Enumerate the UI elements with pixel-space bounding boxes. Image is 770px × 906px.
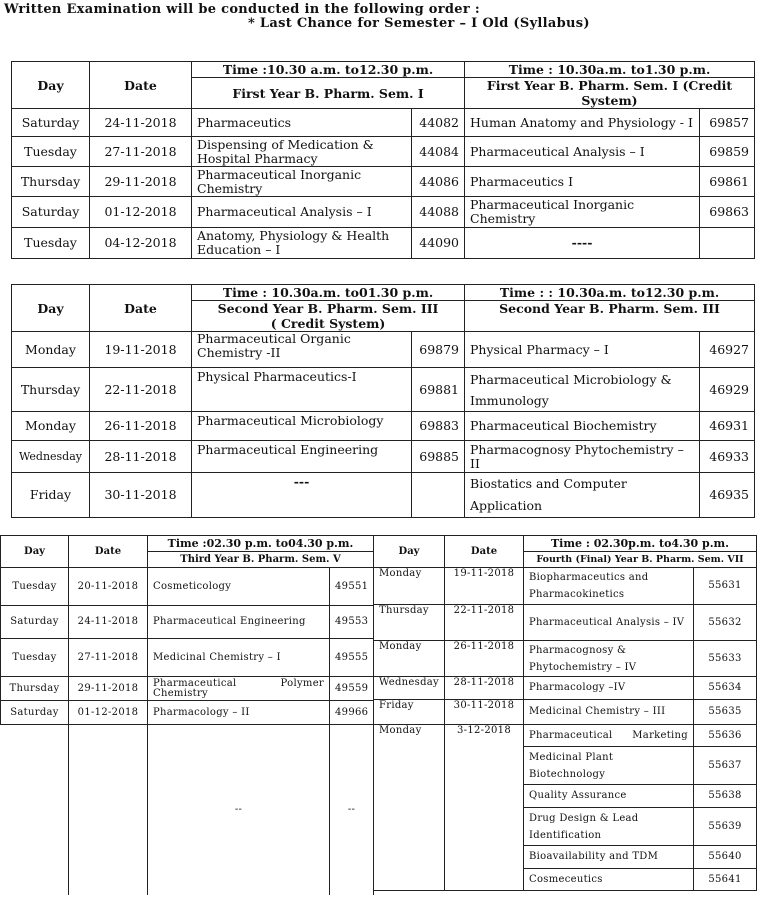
table-row: [374, 725, 757, 747]
date-cell: 22-11-2018: [90, 368, 192, 412]
subject-cell: Quality Assurance: [524, 785, 694, 808]
table-row: [12, 412, 755, 441]
code-cell: [700, 228, 755, 259]
code-cell: 49551: [330, 568, 374, 606]
date-cell: 01-12-2018: [90, 197, 192, 228]
day-cell: Saturday: [12, 109, 90, 137]
code-cell: --: [330, 725, 374, 895]
table-row: [374, 568, 757, 605]
day-cell: Friday: [374, 700, 445, 725]
code-cell: 46935: [700, 473, 755, 518]
time-header: Time : 10.30a.m. to01.30 p.m.: [192, 285, 465, 301]
section-title: Fourth (Final) Year B. Pharm. Sem. VII: [524, 552, 757, 568]
subject-cell: Pharmaceutical Inorganic Chemistry: [192, 167, 412, 197]
day-cell: Saturday: [1, 606, 69, 639]
table-row: [12, 167, 755, 197]
empty-cell: [1, 725, 69, 895]
day-cell: Monday: [374, 641, 445, 677]
time-header: Time : 02.30p.m. to4.30 p.m.: [524, 536, 757, 552]
subject-cell: Medicinal Chemistry – I: [148, 639, 330, 677]
date-cell: 29-11-2018: [69, 677, 148, 701]
code-cell: 46931: [700, 412, 755, 441]
col-header-day: Day: [374, 536, 445, 568]
table-row: [1, 606, 374, 639]
date-cell: 28-11-2018: [445, 677, 524, 700]
table-row: [12, 137, 755, 167]
code-cell: 49966: [330, 701, 374, 725]
date-cell: 3-12-2018: [445, 725, 524, 891]
code-cell: 69879: [412, 332, 465, 368]
day-cell: Tuesday: [1, 639, 69, 677]
date-cell: 24-11-2018: [90, 109, 192, 137]
col-header-date: Date: [445, 536, 524, 568]
subject-cell: Physical Pharmaceutics-I: [192, 368, 412, 412]
day-cell: Saturday: [12, 197, 90, 228]
time-header: Time : : 10.30a.m. to12.30 p.m.: [465, 285, 755, 301]
day-cell: Friday: [12, 473, 90, 518]
col-header-date: Date: [69, 536, 148, 568]
day-cell: Wednesday: [12, 441, 90, 473]
subject-cell: Pharmaceutical Inorganic Chemistry: [465, 197, 700, 228]
subject-cell: Pharmacognosy & Phytochemistry – IV: [524, 641, 694, 677]
code-cell: 69883: [412, 412, 465, 441]
subject-cell: Pharmacognosy Phytochemistry – II: [465, 441, 700, 473]
section-title: First Year B. Pharm. Sem. I: [192, 78, 465, 109]
subject-cell: ---: [192, 473, 412, 518]
date-cell: 27-11-2018: [90, 137, 192, 167]
day-cell: Wednesday: [374, 677, 445, 700]
subject-cell: Pharmaceutical Microbiology & Immunology: [465, 368, 700, 412]
col-header-date: Date: [90, 285, 192, 332]
subject-cell: ----: [465, 228, 700, 259]
table-row: [1, 701, 374, 725]
date-cell: 27-11-2018: [69, 639, 148, 677]
date-cell: 04-12-2018: [90, 228, 192, 259]
code-cell: 55637: [694, 747, 757, 785]
subject-cell: Dispensing of Medication & Hospital Pharmacy: [192, 137, 412, 167]
code-cell: 44086: [412, 167, 465, 197]
code-cell: 46929: [700, 368, 755, 412]
day-cell: Thursday: [1, 677, 69, 701]
section-title: First Year B. Pharm. Sem. I (Credit System): [465, 78, 755, 109]
subject-cell: Pharmaceutical Analysis – IV: [524, 605, 694, 641]
col-header-date: Date: [90, 62, 192, 109]
day-cell: Monday: [374, 725, 445, 891]
day-cell: Monday: [12, 412, 90, 441]
time-header: Time : 10.30a.m. to1.30 p.m.: [465, 62, 755, 78]
subject-cell: Pharmaceutical Marketing: [524, 725, 694, 747]
subject-cell: Human Anatomy and Physiology - I: [465, 109, 700, 137]
day-cell: Thursday: [12, 368, 90, 412]
code-cell: 49555: [330, 639, 374, 677]
day-cell: Saturday: [1, 701, 69, 725]
subject-cell: Pharmacology –IV: [524, 677, 694, 700]
time-header: Time :02.30 p.m. to04.30 p.m.: [148, 536, 374, 552]
date-cell: 24-11-2018: [69, 606, 148, 639]
col-header-day: Day: [1, 536, 69, 568]
code-cell: 55635: [694, 700, 757, 725]
date-cell: 01-12-2018: [69, 701, 148, 725]
subject-cell: Physical Pharmacy – I: [465, 332, 700, 368]
subject-cell: Bioavailability and TDM: [524, 846, 694, 869]
day-cell: Monday: [12, 332, 90, 368]
table-row: [12, 332, 755, 368]
date-cell: 19-11-2018: [445, 568, 524, 605]
date-cell: 30-11-2018: [90, 473, 192, 518]
table-row: [12, 197, 755, 228]
code-cell: 69863: [700, 197, 755, 228]
col-header-day: Day: [12, 62, 90, 109]
subject-cell: Pharmaceutical Biochemistry: [465, 412, 700, 441]
code-cell: 55632: [694, 605, 757, 641]
code-cell: 49553: [330, 606, 374, 639]
subject-cell: --: [148, 725, 330, 895]
code-cell: 44090: [412, 228, 465, 259]
code-cell: [412, 473, 465, 518]
subject-cell: Pharmaceutical Analysis – I: [192, 197, 412, 228]
subject-cell: Anatomy, Physiology & Health Education – I: [192, 228, 412, 259]
date-cell: 20-11-2018: [69, 568, 148, 606]
date-cell: 28-11-2018: [90, 441, 192, 473]
subject-cell: Pharmaceutics: [192, 109, 412, 137]
code-cell: 49559: [330, 677, 374, 701]
heading-last-chance: * Last Chance for Semester – I Old (Syllabus): [248, 16, 590, 31]
code-cell: 69881: [412, 368, 465, 412]
subject-cell: Pharmaceutical Organic Chemistry -II: [192, 332, 412, 368]
section-title-line: Second Year B. Pharm. Sem. III: [217, 301, 439, 316]
code-cell: 55641: [694, 869, 757, 891]
code-cell: 69861: [700, 167, 755, 197]
code-cell: 69885: [412, 441, 465, 473]
date-cell: 29-11-2018: [90, 167, 192, 197]
col-header-day: Day: [12, 285, 90, 332]
subject-cell: Cosmeceutics: [524, 869, 694, 891]
table-row: [374, 700, 757, 725]
empty-cell: [69, 725, 148, 895]
day-cell: Tuesday: [12, 228, 90, 259]
heading-written-exam: Written Examination will be conducted in the following order :: [4, 2, 480, 17]
code-cell: 46927: [700, 332, 755, 368]
code-cell: 46933: [700, 441, 755, 473]
code-cell: 55638: [694, 785, 757, 808]
first-year-timetable: [11, 61, 755, 259]
date-cell: 30-11-2018: [445, 700, 524, 725]
subject-cell: Biostatics and Computer Application: [465, 473, 700, 518]
fourth-year-timetable: [373, 535, 757, 891]
subject-cell: Medicinal Plant Biotechnology: [524, 747, 694, 785]
table-row: [12, 441, 755, 473]
code-cell: 44088: [412, 197, 465, 228]
table-row: [374, 605, 757, 641]
second-year-timetable: [11, 284, 755, 518]
code-cell: 55631: [694, 568, 757, 605]
subject-cell: Pharmaceutical Microbiology: [192, 412, 412, 441]
day-cell: Tuesday: [1, 568, 69, 606]
subject-cell: Pharmaceutical Analysis – I: [465, 137, 700, 167]
subject-cell: Pharmaceutical Engineering: [148, 606, 330, 639]
subject-cell: Drug Design & Lead Identification: [524, 808, 694, 846]
table-row: [1, 677, 374, 701]
table-row: [12, 473, 755, 518]
section-title-line: ( Credit System): [270, 316, 386, 331]
code-cell: 69859: [700, 137, 755, 167]
date-cell: 19-11-2018: [90, 332, 192, 368]
code-cell: 44082: [412, 109, 465, 137]
date-cell: 26-11-2018: [90, 412, 192, 441]
subject-cell: Medicinal Chemistry – III: [524, 700, 694, 725]
section-title: Second Year B. Pharm. Sem. III: [465, 301, 755, 332]
section-title: Third Year B. Pharm. Sem. V: [148, 552, 374, 568]
table-row: [12, 228, 755, 259]
table-row: [1, 639, 374, 677]
code-cell: 55640: [694, 846, 757, 869]
subject-cell: Cosmeticology: [148, 568, 330, 606]
table-row: [12, 368, 755, 412]
code-cell: 69857: [700, 109, 755, 137]
code-cell: 55634: [694, 677, 757, 700]
day-cell: Monday: [374, 568, 445, 605]
table-row: [374, 677, 757, 700]
day-cell: Thursday: [12, 167, 90, 197]
table-row: [12, 109, 755, 137]
date-cell: 22-11-2018: [445, 605, 524, 641]
subject-cell: Pharmacology – II: [148, 701, 330, 725]
subject-cell: Pharmaceutics I: [465, 167, 700, 197]
table-row: [1, 725, 374, 895]
table-row: [374, 641, 757, 677]
day-cell: Tuesday: [12, 137, 90, 167]
day-cell: Thursday: [374, 605, 445, 641]
time-header: Time :10.30 a.m. to12.30 p.m.: [192, 62, 465, 78]
subject-cell: Pharmaceutical Polymer Chemistry: [148, 677, 330, 701]
table-row: [1, 568, 374, 606]
code-cell: 55633: [694, 641, 757, 677]
code-cell: 55636: [694, 725, 757, 747]
subject-cell: Biopharmaceutics and Pharmacokinetics: [524, 568, 694, 605]
code-cell: 55639: [694, 808, 757, 846]
subject-cell: Pharmaceutical Engineering: [192, 441, 412, 473]
code-cell: 44084: [412, 137, 465, 167]
date-cell: 26-11-2018: [445, 641, 524, 677]
section-title: [192, 301, 465, 332]
third-year-timetable: [0, 535, 374, 895]
